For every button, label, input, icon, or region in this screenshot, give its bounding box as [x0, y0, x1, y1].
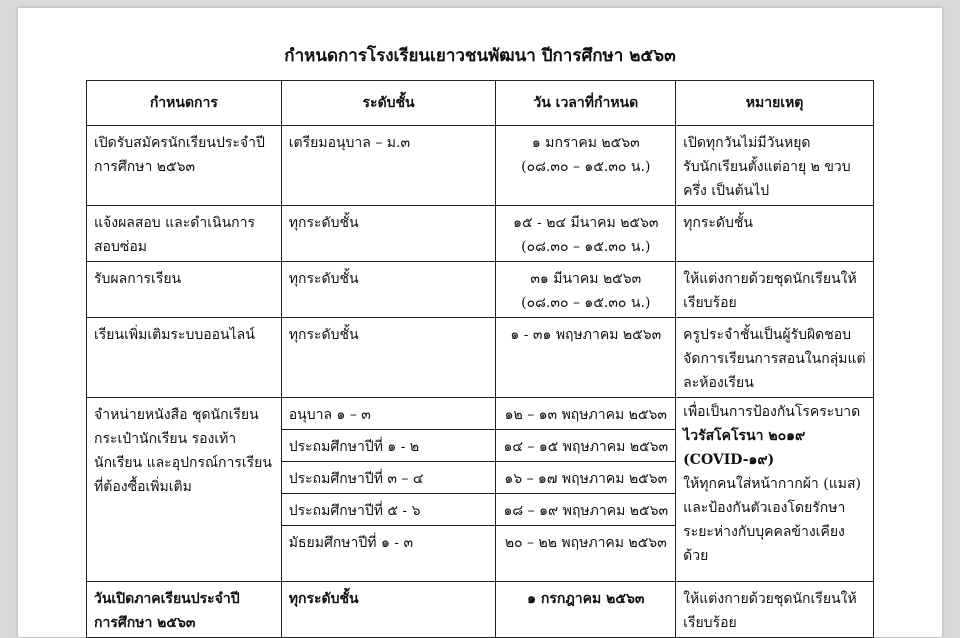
- table-row: [87, 126, 874, 206]
- event-text: เรียนเพิ่มเติมระบบออนไลน์: [94, 327, 255, 343]
- document-title: กำหนดการโรงเรียนเยาวชนพัฒนา ปีการศึกษา ๒๕๖๓: [284, 46, 676, 66]
- note-text: ระยะห่างกับบุคคลข้างเคียง: [683, 524, 845, 540]
- table-row: [87, 262, 874, 318]
- schedule-table: [86, 80, 874, 638]
- event-cell: [87, 582, 282, 638]
- note-text: ทุกระดับชั้น: [683, 215, 753, 231]
- note-cell: [676, 318, 874, 398]
- level-cell: ประถมศึกษาปีที่ ๓ – ๔: [281, 462, 496, 494]
- event-text: นักเรียน และอุปกรณ์การเรียน: [94, 455, 272, 471]
- event-text: สอบซ่อม: [94, 239, 147, 255]
- note-text: เรียบร้อย: [683, 295, 737, 311]
- level-cell: อนุบาล ๑ – ๓: [281, 398, 496, 430]
- date-cell: ๑ กรกฎาคม ๒๕๖๓: [496, 582, 676, 638]
- date-text: ๓๑ มีนาคม ๒๕๖๓: [530, 271, 642, 287]
- note-text: เรียบร้อย: [683, 615, 737, 631]
- level-cell: ทุกระดับชั้น: [281, 262, 496, 318]
- event-text: รับผลการเรียน: [94, 271, 182, 287]
- document-page: [18, 8, 942, 637]
- header-event: กำหนดการ: [87, 81, 282, 126]
- note-text: เพื่อเป็นการป้องกันโรคระบาด: [683, 404, 861, 420]
- note-text: จัดการเรียนการสอนในกลุ่มแต่: [683, 351, 866, 367]
- event-cell: [87, 206, 282, 262]
- event-text: เปิดรับสมัครนักเรียนประจำปี: [94, 135, 265, 151]
- note-text: ละห้องเรียน: [683, 375, 754, 391]
- level-cell: ประถมศึกษาปีที่ ๑ - ๒: [281, 430, 496, 462]
- note-cell: [676, 126, 874, 206]
- header-date: วัน เวลาที่กำหนด: [496, 81, 676, 126]
- time-text: (๐๘.๓๐ – ๑๕.๓๐ น.): [521, 239, 651, 255]
- note-cell: [676, 206, 874, 262]
- event-cell: [87, 262, 282, 318]
- table-header-row: [87, 81, 874, 126]
- note-text-bold: ไวรัสโคโรนา ๒๐๑๙ (COVID-๑๙): [683, 428, 806, 468]
- date-cell: [496, 262, 676, 318]
- date-text: ๑๕ - ๒๔ มีนาคม ๒๕๖๓: [513, 215, 659, 231]
- level-cell: ทุกระดับชั้น: [281, 318, 496, 398]
- table-row: [87, 318, 874, 398]
- note-cell: [676, 262, 874, 318]
- event-text: จำหน่ายหนังสือ ชุดนักเรียน: [94, 407, 259, 423]
- table-row: [87, 206, 874, 262]
- event-text: ที่ต้องซื้อเพิ่มเติม: [94, 479, 192, 495]
- time-text: (๐๘.๓๐ – ๑๕.๓๐ น.): [521, 159, 651, 175]
- event-text: วันเปิดภาคเรียนประจำปี: [94, 591, 240, 607]
- note-text: ให้ทุกคนใส่หน้ากากผ้า (แมส): [683, 476, 861, 492]
- date-text: ๑ - ๓๑ พฤษภาคม ๒๕๖๓: [510, 327, 662, 343]
- date-cell: [496, 206, 676, 262]
- note-text: ครูประจำชั้นเป็นผู้รับผิดชอบ: [683, 327, 852, 343]
- table-row: [87, 582, 874, 638]
- event-cell: [87, 318, 282, 398]
- level-cell: มัธยมศึกษาปีที่ ๑ - ๓: [281, 526, 496, 582]
- note-cell: [676, 398, 874, 582]
- note-text: ให้แต่งกายด้วยชุดนักเรียนให้: [683, 271, 857, 287]
- time-text: (๐๘.๓๐ – ๑๕.๓๐ น.): [521, 295, 651, 311]
- date-cell: [496, 126, 676, 206]
- event-text: กระเป๋านักเรียน รองเท้า: [94, 431, 237, 447]
- date-cell: ๑๔ – ๑๕ พฤษภาคม ๒๕๖๓: [496, 430, 676, 462]
- date-cell: ๑๒ – ๑๓ พฤษภาคม ๒๕๖๓: [496, 398, 676, 430]
- table-row: [87, 398, 874, 430]
- level-cell: ทุกระดับชั้น: [281, 206, 496, 262]
- note-text: และป้องกันตัวเองโดยรักษา: [683, 500, 846, 516]
- note-text: ให้แต่งกายด้วยชุดนักเรียนให้: [683, 591, 857, 607]
- level-cell: เตรียมอนุบาล – ม.๓: [281, 126, 496, 206]
- date-cell: ๒๐ – ๒๒ พฤษภาคม ๒๕๖๓: [496, 526, 676, 582]
- note-text: ด้วย: [683, 548, 709, 564]
- date-cell: [496, 318, 676, 398]
- date-cell: ๑๖ – ๑๗ พฤษภาคม ๒๕๖๓: [496, 462, 676, 494]
- level-cell: ประถมศึกษาปีที่ ๕ - ๖: [281, 494, 496, 526]
- header-level: ระดับชั้น: [281, 81, 496, 126]
- event-cell: [87, 126, 282, 206]
- note-text: เปิดทุกวันไม่มีวันหยุด: [683, 135, 811, 151]
- note-text: รับนักเรียนตั้งแต่อายุ ๒ ขวบ: [683, 159, 851, 175]
- event-text: การศึกษา ๒๕๖๓: [94, 159, 196, 175]
- date-text: ๑ มกราคม ๒๕๖๓: [531, 135, 640, 151]
- event-text: แจ้งผลสอบ และดำเนินการ: [94, 215, 255, 231]
- event-cell: [87, 398, 282, 582]
- date-cell: ๑๘ – ๑๙ พฤษภาคม ๒๕๖๓: [496, 494, 676, 526]
- level-cell: ทุกระดับชั้น: [281, 582, 496, 638]
- event-text: การศึกษา ๒๕๖๓: [94, 615, 196, 631]
- note-text: ครึ่ง เป็นต้นไป: [683, 183, 770, 199]
- note-cell: [676, 582, 874, 638]
- header-note: หมายเหตุ: [676, 81, 874, 126]
